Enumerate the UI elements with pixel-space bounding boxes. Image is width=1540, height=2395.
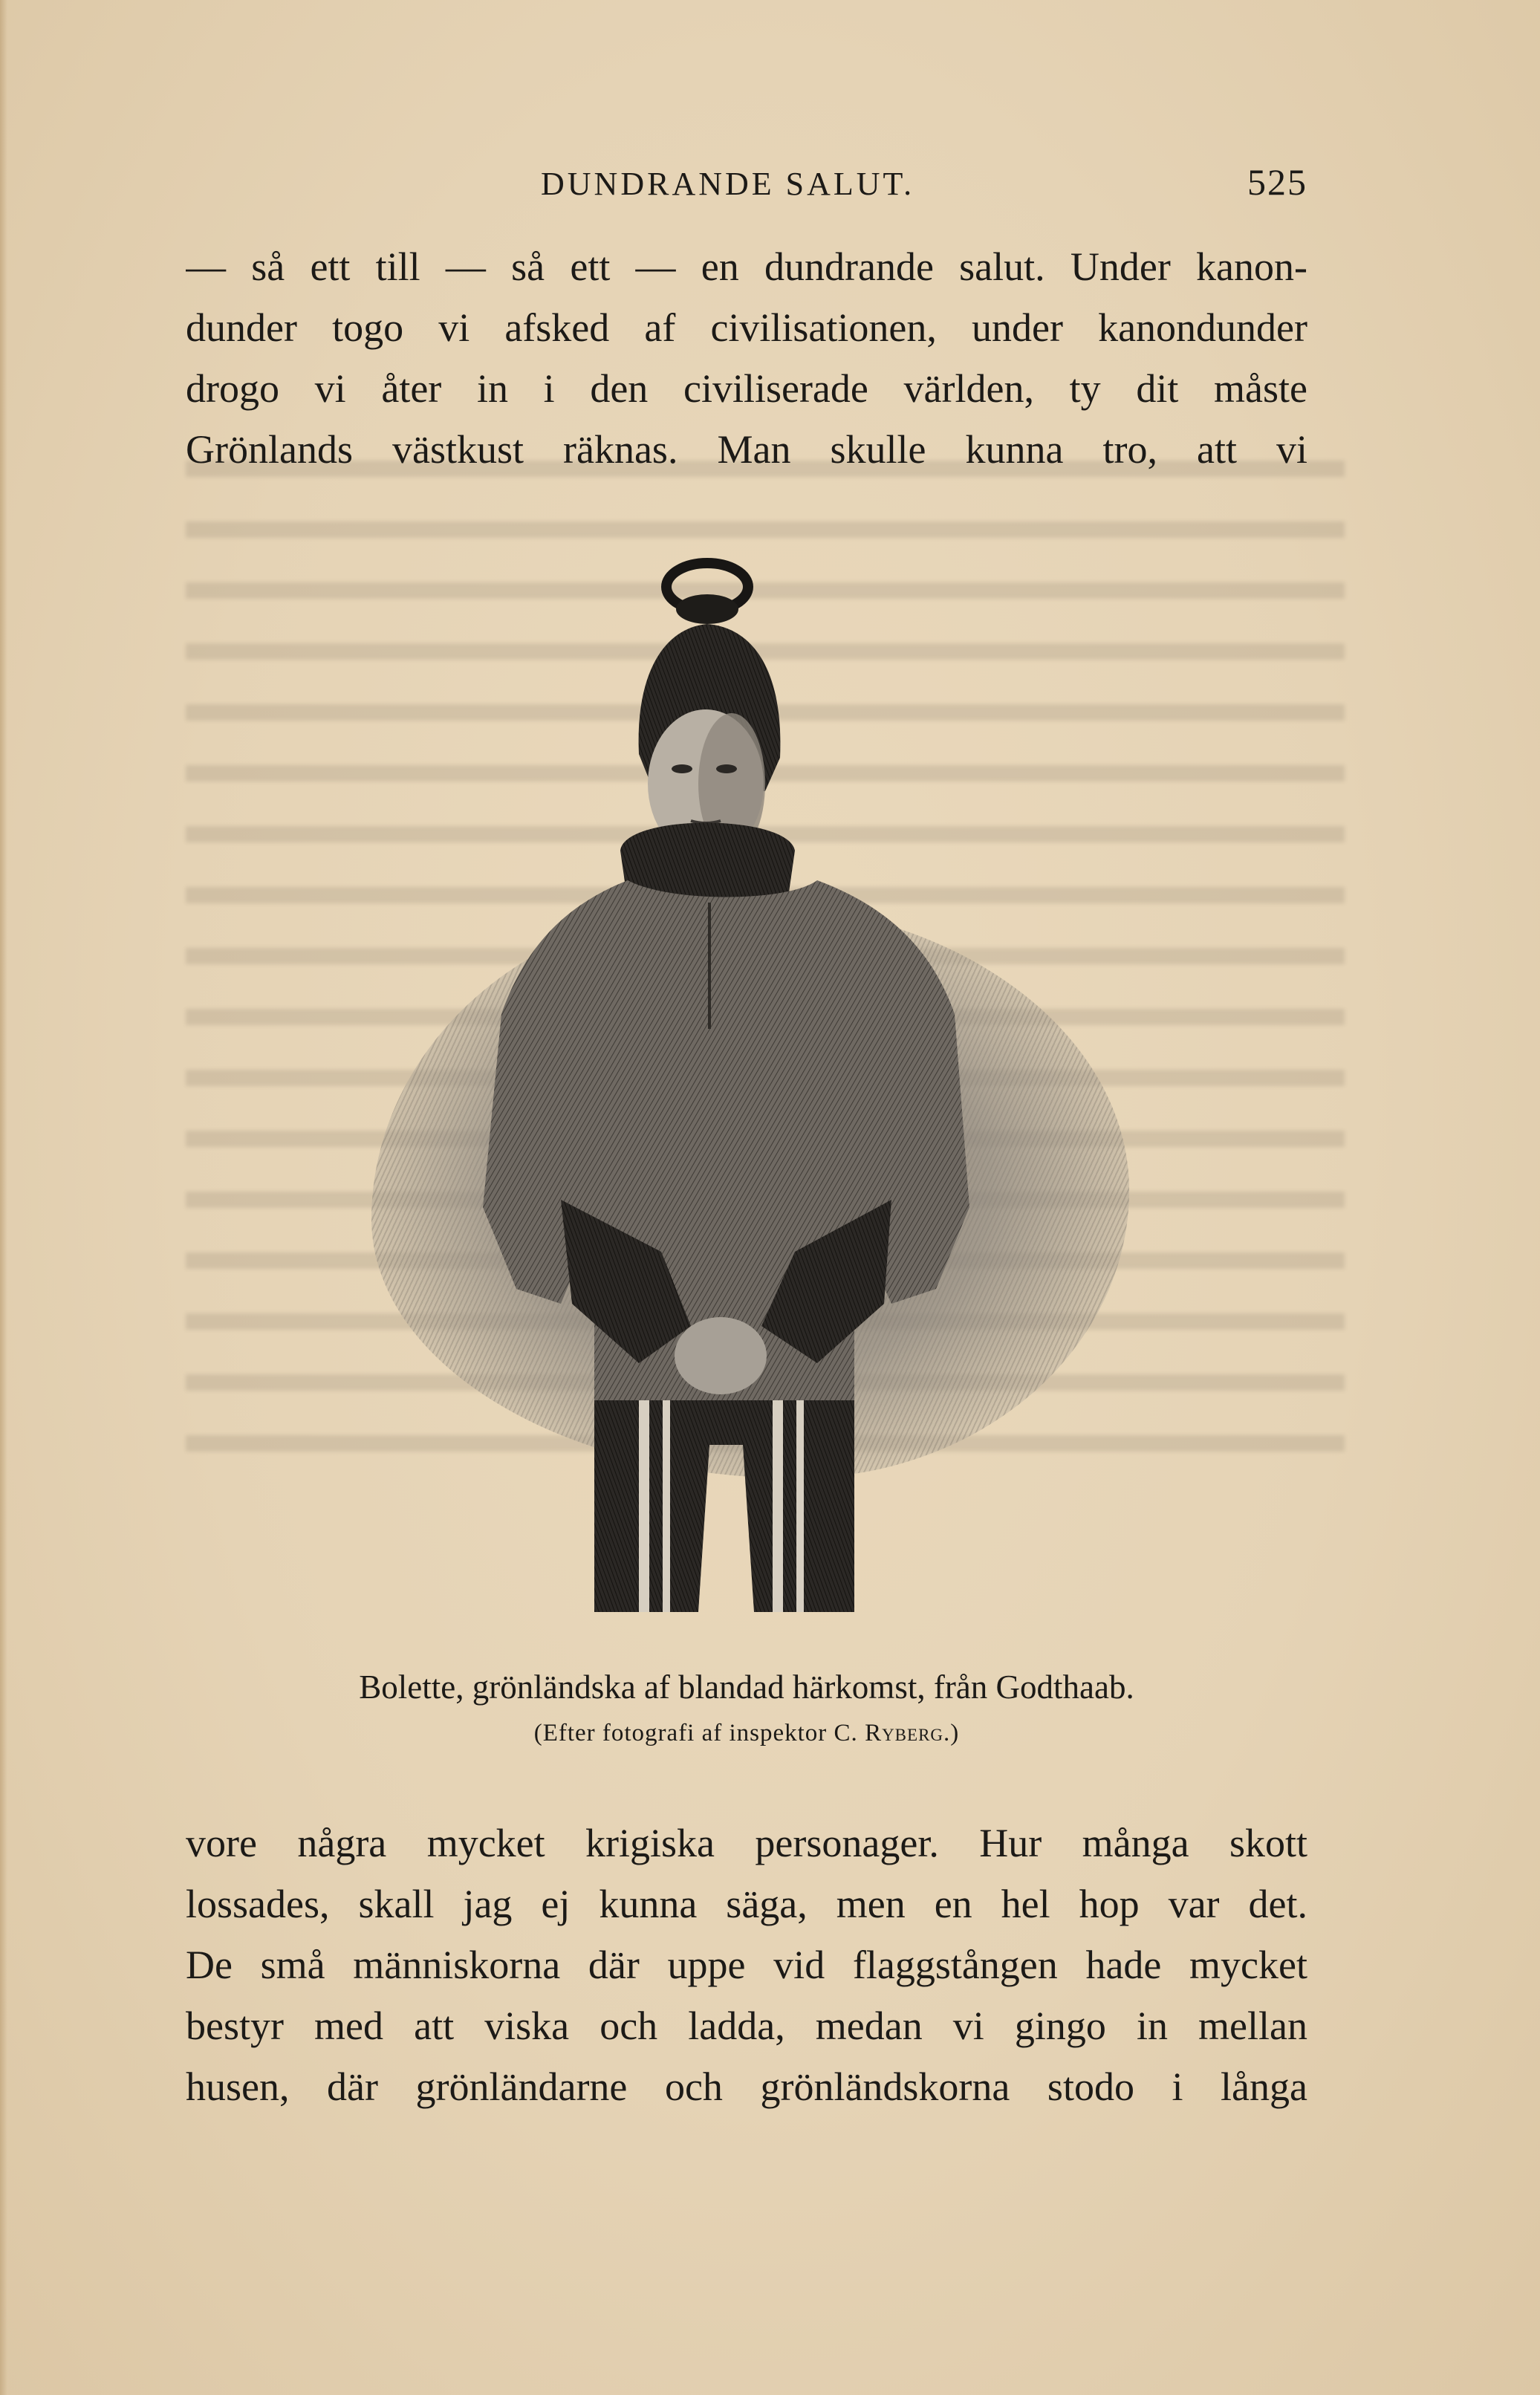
figure-credit: [186, 1720, 1307, 1747]
text-line: dunder togo vi afsked af civilisationen, under kanondunder: [186, 305, 1307, 350]
text-line: bestyr med att viska och ladda, medan vi gingo in mellan: [186, 2004, 1307, 2048]
text-line: husen, där grönländarne och grönländskorna stodo i långa: [186, 2064, 1307, 2109]
text-line: — så ett till — så ett — en dundrande salut. Under kanon-: [186, 244, 1307, 289]
credit-name: Ryberg: [865, 1720, 944, 1746]
portrait-engraving: [371, 553, 1129, 1627]
text-line: De små människorna där uppe vid flaggstången hade mycket: [186, 1943, 1307, 1987]
running-head: [186, 157, 1307, 209]
page-binding-edge: [0, 0, 7, 2395]
running-head-title: DUNDRANDE SALUT.: [541, 166, 915, 202]
paragraph-top: [186, 236, 1307, 480]
text-line: Grönlands västkust räknas. Man skulle kunna tro, att vi: [186, 427, 1307, 472]
text-line: lossades, skall jag ej kunna säga, men en hel hop var det.: [186, 1882, 1307, 1926]
page-number: 525: [1247, 161, 1307, 203]
text-line: vore några mycket krigiska personager. Hur många skott: [186, 1821, 1307, 1865]
paragraph-bottom: [186, 1813, 1307, 2117]
text-line: drogo vi åter in i den civiliserade världen, ty dit måste: [186, 366, 1307, 411]
portrait-figure: [371, 553, 1129, 1627]
credit-prefix: (Efter fotografi af inspektor C.: [533, 1720, 865, 1746]
credit-suffix: .): [943, 1720, 960, 1746]
figure-caption: Bolette, grönländska af blandad härkomst, från Godthaab.: [359, 1668, 1134, 1706]
